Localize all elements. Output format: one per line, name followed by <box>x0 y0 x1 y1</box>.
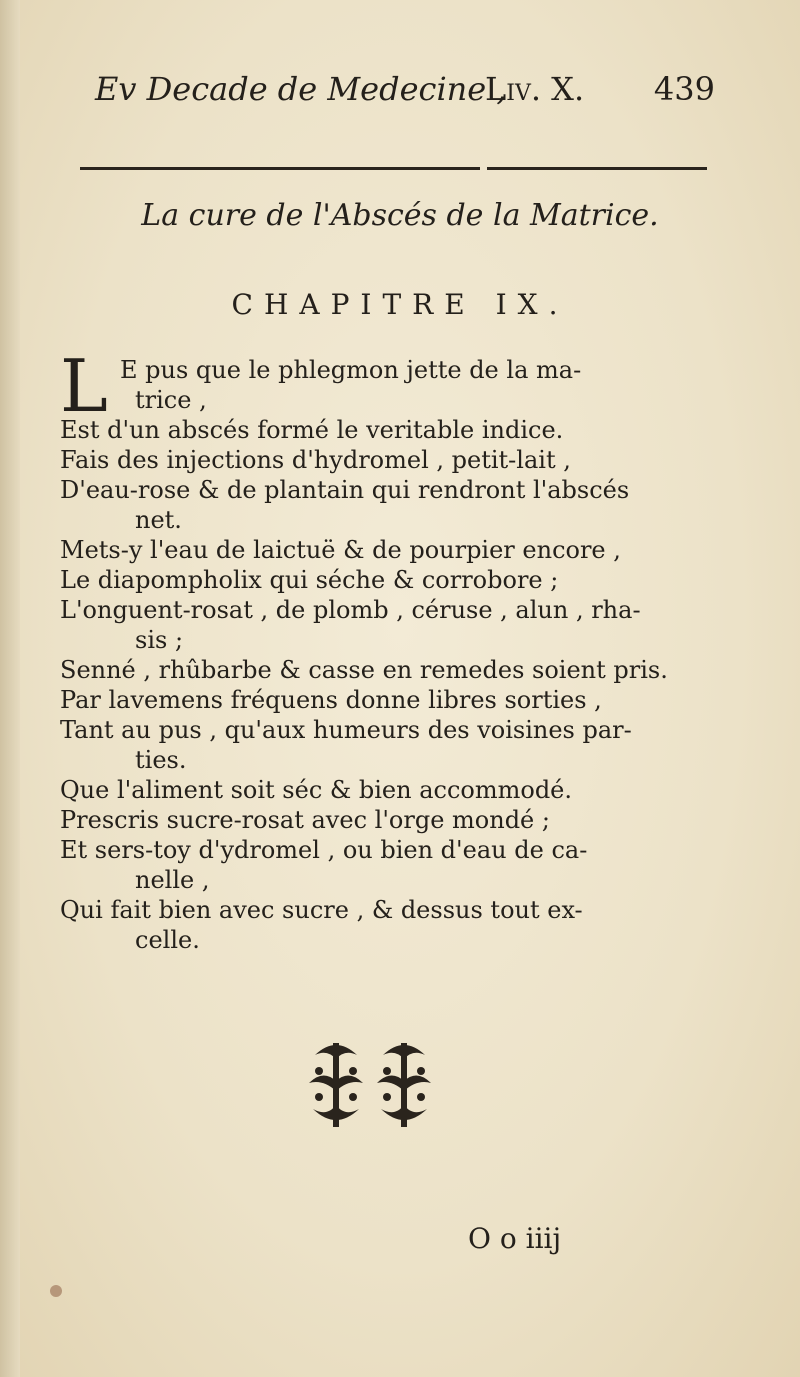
poem-line: celle. <box>135 926 200 954</box>
running-header <box>95 70 715 120</box>
section-title: La cure de l'Abscés de la Matrice. <box>141 198 659 233</box>
floral-ornament-icon <box>305 1035 435 1135</box>
poem-line: Senné , rhûbarbe & casse en remedes soient pris. <box>60 656 668 684</box>
poem-line: net. <box>135 506 182 534</box>
drop-cap: L <box>60 344 108 428</box>
page-number: 439 <box>653 70 715 108</box>
poem-line: trice , <box>135 386 207 414</box>
poem-line: E pus que le phlegmon jette de la ma- <box>120 356 582 384</box>
chapter-heading: CHAPITRE IX. <box>231 288 569 321</box>
poem-line: Et sers-toy d'ydromel , ou bien d'eau de ca- <box>60 836 588 864</box>
poem-line: nelle , <box>135 866 210 894</box>
poem-line: Tant au pus , qu'aux humeurs des voisines par- <box>60 716 632 744</box>
poem-line: sis ; <box>135 626 184 654</box>
poem-line: Mets-y l'eau de laictuë & de pourpier encore , <box>60 536 621 564</box>
book-number: Liv. X. <box>485 70 585 108</box>
poem-line: Que l'aliment soit séc & bien accommodé. <box>60 776 573 804</box>
poem-line: ties. <box>135 746 187 774</box>
signature-mark: O o iiij <box>468 1222 562 1255</box>
poem-line: D'eau-rose & de plantain qui rendront l'abscés <box>60 476 630 504</box>
poem-text <box>60 344 740 955</box>
poem-line: L'onguent-rosat , de plomb , céruse , alun , rha- <box>60 596 641 624</box>
running-title: Ev Decade de Medecine , <box>95 70 507 108</box>
paper-stain <box>50 1285 62 1297</box>
poem-line: Qui fait bien avec sucre , & dessus tout ex- <box>60 896 583 924</box>
header-rule-left <box>80 167 480 170</box>
poem-line: Prescris sucre-rosat avec l'orge mondé ; <box>60 806 550 834</box>
poem-line: Le diapompholix qui séche & corrobore ; <box>60 566 559 594</box>
header-rule-right <box>487 167 707 170</box>
poem-line: Fais des injections d'hydromel , petit-lait , <box>60 446 571 474</box>
poem-line: Est d'un abscés formé le veritable indice. <box>60 416 564 444</box>
poem-line: Par lavemens fréquens donne libres sorties , <box>60 686 602 714</box>
